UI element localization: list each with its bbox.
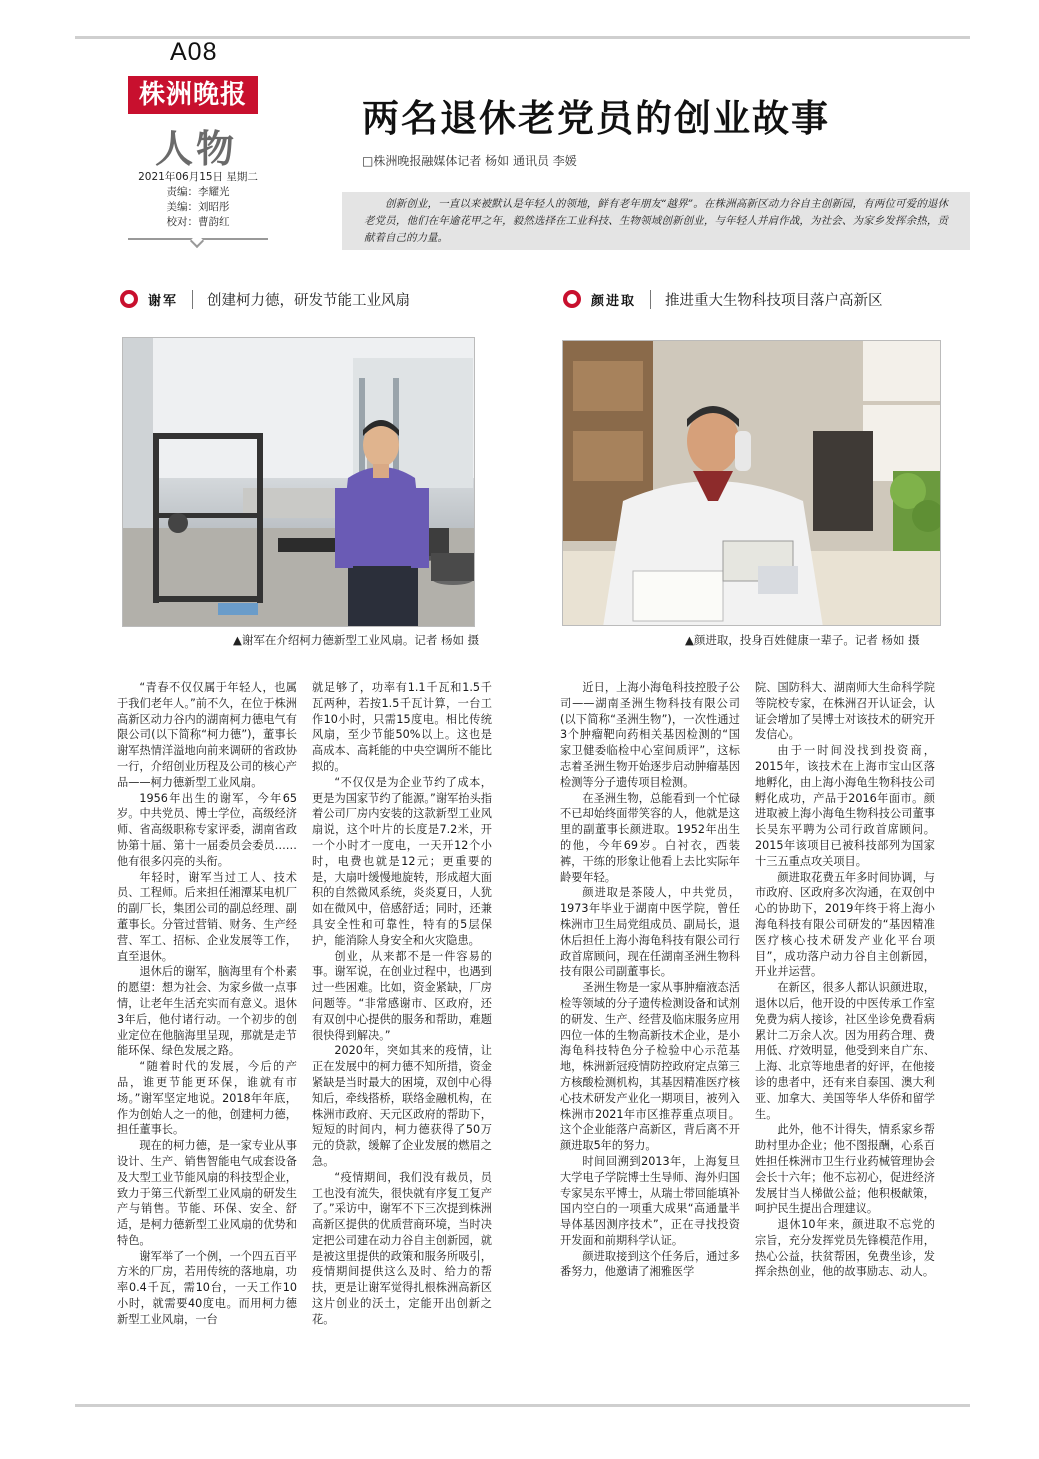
paragraph: 年轻时，谢军当过工人、技术员、工程师。后来担任湘潭某电机厂的副厂长，集团公司的副总经理、副董事长。分管过营销、财务、生产经营、军工、招标、企业发展等工作，直至退休。 [117,870,297,963]
issue-date: 2021年06月15日 星期二 [138,171,258,183]
photo-xie-jun [122,337,475,627]
paragraph: 退休10年来，颜进取不忘党的宗旨，充分发挥党员先锋模范作用，热心公益，扶贫帮困，免费坐诊，发挥余热创业，他的故事励志、动人。 [755,1218,935,1279]
paragraph: “青春不仅仅属于年轻人，也属于我们老年人。”前不久，在位于株洲高新区动力谷内的湖南柯力德电气有限公司(以下简称“柯力德”)，董事长谢军热情洋溢地向前来调研的省政协一行，介绍创业历程及公司的核心产品——柯力德新型工业风扇。 [117,681,297,789]
paragraph: 就足够了，功率有1.1千瓦和1.5千瓦两种，若按1.5千瓦计算，一台工作10小时，只需15度电。相比传统风扇，至少节能50%以上。这也是高成本、高耗能的中央空调所不能比拟的。 [312,681,492,773]
right-story-title: 推进重大生物科技项目落户高新区 [665,292,883,309]
paragraph: 院、国防科大、湖南师大生命科学院等院校专家，在株洲召开认证会，认证会增加了吴博士对该技术的研究开发信心。 [755,681,935,742]
ring-bullet-icon [120,290,138,308]
paragraph: 谢军举了一个例，一个四五百平方米的厂房，若用传统的落地扇，功率0.4千瓦，需10台，一天工作10小时，就需要40度电。而用柯力德新型工业风扇，一台 [117,1249,297,1326]
photo-xie-jun-illustration [123,338,475,627]
paragraph: 时间回溯到2013年，上海复旦大学电子学院博士生导师、海外归国专家吴东平博士，从瑞士带回能填补国内空白的一项重大成果“高通量半导体基因测序技术”，正在寻找投资开发面和前期科学认证。 [560,1154,740,1247]
left-subheading [120,288,410,310]
right-person-name: 颜进取 [591,290,651,309]
page-number: A08 [170,38,218,66]
left-person-name: 谢军 [148,290,193,309]
paragraph: “疫情期间，我们没有裁员，员工也没有流失，很快就有序复工复产了。”采访中，谢军不下三次提到株洲高新区提供的优质营商环境，当时决定把公司建在动力谷自主创新园，就是被这里提供的政策和服务所吸引，疫情期间提供这么及时、给力的帮扶，更是让谢军觉得扎根株洲高新区这片创业的沃土，定能开出创新之花。 [312,1170,492,1326]
proofreader-credit: 校对：曹韵红 [166,216,230,228]
paragraph: 1956年出生的谢军，今年65岁。中共党员、博士学位，高级经济师、省高级职称专家评委，湖南省政协第十届、第十一届委员会委员……他有很多闪亮的头衔。 [117,791,297,868]
right-photo-caption: ▲颜进取，投身百姓健康一辈子。记者 杨如 摄 [685,633,920,647]
photo-yan-jinqu-illustration [563,341,941,626]
article-byline: □株洲晚报融媒体记者 杨如 通讯员 李媛 [362,154,577,168]
paragraph: 近日，上海小海龟科技控股子公司——湖南圣洲生物科技有限公司(以下简称“圣洲生物”)，一次性通过3个肿瘤靶向药相关基因检测的“国家卫健委临检中心室间质评”，这标志着圣洲生物开始逐步启动肿瘤基因检测等分子遗传项目检测。 [560,681,740,789]
right-story-column-1 [560,680,740,1380]
paragraph: “不仅仅是为企业节约了成本，更是为国家节约了能源。”谢军抬头指着公司厂房内安装的这款新型工业风扇说，这个叶片的长度是7.2米，开一个小时才一度电，一天开12个小时，电费也就是12元；更重要的是，大扇叶缓慢地旋转，形成超大面积的自然微风系统，炎炎夏日，人犹如在微风中，倍感舒适；同时，还兼具安全性和可靠性，特有的5层保护，能消除人身安全和火灾隐患。 [312,775,492,947]
paragraph: “随着时代的发展，今后的产品，谁更节能更环保，谁就有市场。”谢军坚定地说。2018年年底，作为创始人之一的他，创建柯力德，担任董事长。 [117,1060,297,1137]
paragraph: 由于一时间没找到投资商，2015年，该技术在上海市宝山区落地孵化，由上海小海龟生物科技公司孵化成功，产品于2016年面市。颜进取被上海小海龟生物科技公司董事长吴东平聘为公司行政首席顾问。2015年该项目已被科技部列为国家十三五重点攻关项目。 [755,744,935,868]
paragraph: 此外，他不计得失，情系家乡帮助村里办企业；他不图报酬，心系百姓担任株洲市卫生行业药械管理协会会长十六年；他不忘初心，促进经济发展甘当人梯做公益；他积极献策，呵护民生提出合理建议。 [755,1123,935,1216]
designer-credit: 美编：刘昭彤 [166,201,230,213]
editor-credit: 责编：李耀光 [166,186,230,198]
paragraph: 在新区，很多人都认识颜进取，退休以后，他开设的中医传承工作室免费为病人接诊，社区坐诊免费看病累计二万余人次。因为用药合理、费用低、疗效明显，他受到来自广东、上海、北京等地患者的好评，在他接诊的患者中，还有来自泰国、澳大利亚、加拿大、美国等华人华侨和留学生。 [755,981,935,1121]
paragraph: 现在的柯力德，是一家专业从事设计、生产、销售智能电气成套设备及大型工业节能风扇的科技型企业，致力于第三代新型工业风扇的研发生产与销售。节能、环保、安全、舒适，是柯力德新型工业风扇的优势和特色。 [117,1139,297,1247]
paragraph: 在圣洲生物，总能看到一个忙碌不已却始终面带笑容的人，他就是这里的副董事长颜进取。1952年出生的他，今年69岁。白衬衣，西装裤，干练的形象让他看上去比实际年龄要年轻。 [560,791,740,884]
article-lead: 创新创业，一直以来被默认是年轻人的领地，鲜有老年朋友“越界”。在株洲高新区动力谷自主创新园，有两位可爱的退休老党员，他们在年逾花甲之年，毅然选择在工业科技、生物领域创新创业，与年轻人并肩作战，为社会、为家乡发挥余热，贡献着自己的力量。 [342,192,970,250]
paragraph: 2020年，突如其来的疫情，让正在发展中的柯力德不知所措，资金紧缺是当时最大的困境，双创中心得知后，牵线搭桥，联络金融机构，在株洲市政府、天元区政府的帮助下，短短的时间内，柯力德获得了50万元的贷款，缓解了企业发展的燃眉之急。 [312,1044,492,1168]
paragraph: 颜进取是茶陵人，中共党员，1973年毕业于湖南中医学院，曾任株洲市卫生局党组成员、副局长，退休后担任上海小海龟科技有限公司行政首席顾问，现在任湖南圣洲生物科技有限公司副董事长。 [560,886,740,979]
left-story-column-2 [312,680,492,1380]
left-story-title: 创建柯力德，研发节能工业风扇 [207,292,411,309]
paragraph: 退休后的谢军，脑海里有个朴素的愿望：想为社会、为家乡做一点事情，让老年生活充实而有意义。退休3年后，他付诸行动。一个初步的创业定位在他脑海里呈现，那就是走节能环保、绿色发展之路。 [117,965,297,1058]
paragraph: 圣洲生物是一家从事肿瘤液态活检等领域的分子遗传检测设备和试剂的研发、生产、经营及临床服务应用四位一体的生物高新技术企业，是小海龟科技特色分子检验中心示范基地，株洲新冠疫情防控政府定点第三方核酸检测机构，其基因精准医疗核心技术研发产业化一期项目，被列入株洲市2021年市区推荐重点项目。这个企业能落户高新区，背后离不开颜进取5年的努力。 [560,981,740,1153]
photo-yan-jinqu [562,340,941,626]
paragraph: 创业，从来都不是一件容易的事。谢军说，在创业过程中，也遇到过一些困难。比如，资金紧缺，厂房问题等。“非常感谢市、区政府，还有双创中心提供的服务和帮助，难题很快得到解决。” [312,949,492,1042]
left-story-column-1 [117,680,297,1380]
meta-divider-notch [190,234,204,248]
article-headline: 两名退休老党员的创业故事 [362,97,830,140]
paragraph: 颜进取花费五年多时间协调，与市政府、区政府多次沟通，在双创中心的协助下，2019年终于将上海小海龟科技有限公司研发的“基因精准医疗核心技术研发产业化平台项目”，成功落户动力谷自主创新园，开业并运营。 [755,870,935,979]
issue-meta [128,170,268,230]
left-photo-caption: ▲谢军在介绍柯力德新型工业风扇。记者 杨如 摄 [233,633,480,647]
section-title: 人物 [155,126,238,171]
paper-logo: 株洲晚报 [128,76,258,114]
right-story-column-2 [755,680,935,1380]
ring-bullet-icon [563,290,581,308]
right-subheading [563,288,883,310]
bottom-rule [75,1404,970,1407]
paragraph: 颜进取接到这个任务后，通过多番努力，他邀请了湘雅医学 [560,1249,740,1279]
